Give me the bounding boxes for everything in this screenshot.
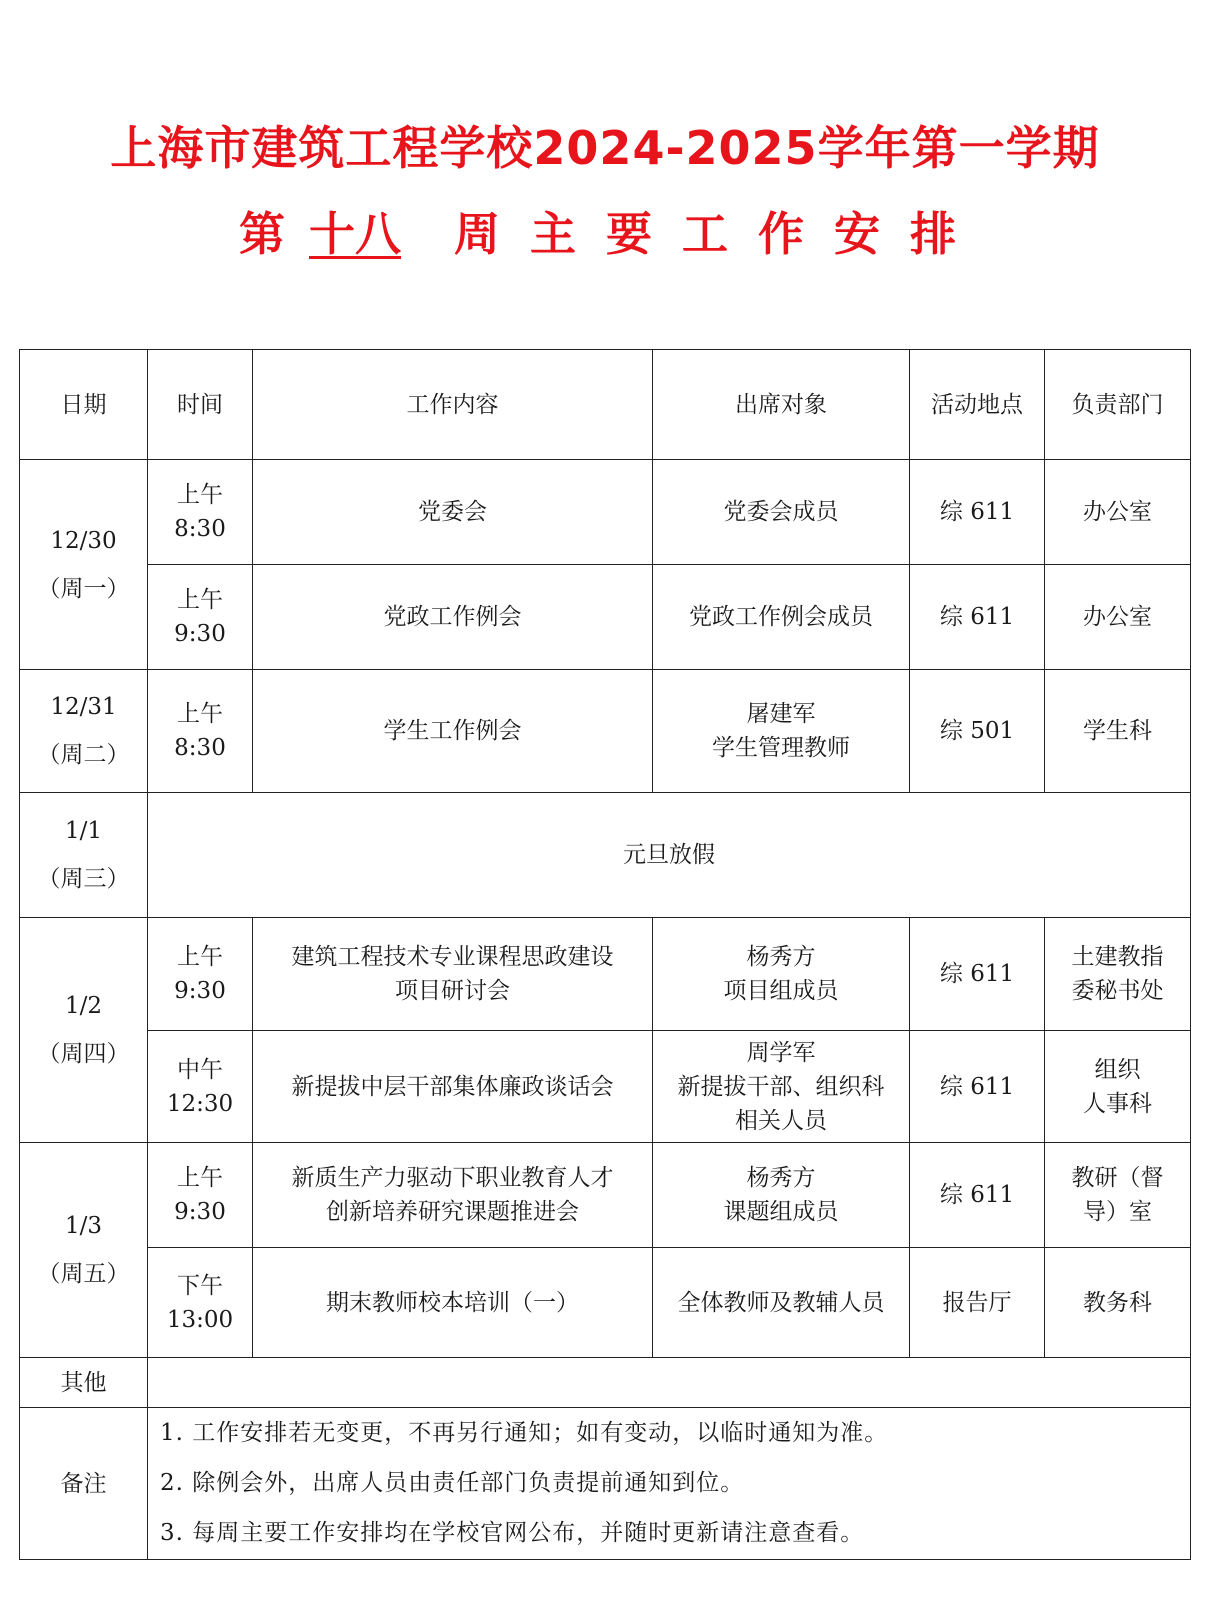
- date-cell: [20, 670, 148, 793]
- attendees-cell: [653, 1031, 910, 1143]
- weekday: （周四）: [37, 1041, 130, 1067]
- notes-row: [20, 1408, 1191, 1560]
- header-department: 负责部门: [1045, 350, 1191, 460]
- header-attendees: 出席对象: [653, 350, 910, 460]
- content-line: 新提拔中层干部集体廉政谈话会: [291, 1073, 614, 1100]
- content-line: 党委会: [418, 499, 487, 525]
- location-cell: 综 611: [910, 565, 1045, 670]
- dept-line: 导）室: [1083, 1199, 1152, 1225]
- time-value: 13:00: [166, 1306, 234, 1333]
- table-row: [20, 918, 1191, 1031]
- time-value: 9:30: [174, 1199, 226, 1225]
- weekday: （周三）: [37, 866, 130, 892]
- time-cell: [148, 1031, 253, 1143]
- attendee-line: 屠建军: [746, 701, 816, 727]
- date-cell: [20, 460, 148, 670]
- content-cell: [253, 565, 653, 670]
- content-cell: [253, 1248, 653, 1358]
- attendees-cell: [653, 670, 910, 793]
- time-period: 上午: [177, 1165, 223, 1191]
- dept-line: 组织: [1094, 1056, 1141, 1083]
- attendee-line: 党政工作例会成员: [689, 604, 873, 630]
- location-cell: 综 611: [910, 1143, 1045, 1248]
- time-value: 8:30: [174, 735, 226, 761]
- department-cell: [1045, 565, 1191, 670]
- header-content: 工作内容: [253, 350, 653, 460]
- location-cell: 综 611: [910, 918, 1045, 1031]
- time-cell: [148, 1248, 253, 1358]
- title-char: 工: [682, 207, 728, 261]
- time-cell: [148, 918, 253, 1031]
- location-cell: 综 501: [910, 670, 1045, 793]
- note-item: 1. 工作安排若无变更，不再另行通知；如有变动，以临时通知为准。: [160, 1420, 889, 1446]
- attendee-line: 周学军: [746, 1039, 816, 1066]
- attendee-line: 项目组成员: [723, 978, 839, 1004]
- title-char: 排: [910, 207, 956, 261]
- date: 1/2: [64, 993, 102, 1019]
- notes-label: 备注: [20, 1408, 148, 1560]
- time-period: 上午: [177, 587, 223, 613]
- content-cell: [253, 1143, 653, 1248]
- date: 12/31: [50, 694, 117, 720]
- time-value: 9:30: [174, 621, 226, 647]
- table-row: [20, 793, 1191, 918]
- time-cell: [148, 565, 253, 670]
- note-item: 3. 每周主要工作安排均在学校官网公布，并随时更新请注意查看。: [160, 1520, 865, 1546]
- location-cell: 综 611: [910, 460, 1045, 565]
- content-cell: [253, 670, 653, 793]
- time-period: 上午: [177, 482, 223, 508]
- content-line: 学生工作例会: [383, 718, 522, 744]
- department-cell: [1045, 460, 1191, 565]
- table-row: [20, 460, 1191, 565]
- content-line: 建筑工程技术专业课程思政建设: [291, 944, 614, 970]
- time-value: 8:30: [174, 516, 226, 542]
- department-cell: [1045, 918, 1191, 1031]
- date-cell: [20, 793, 148, 918]
- dept-line: 办公室: [1083, 604, 1152, 630]
- title-char: 安: [834, 207, 880, 261]
- department-cell: [1045, 1248, 1191, 1358]
- time-cell: [148, 670, 253, 793]
- table-row: [20, 1031, 1191, 1143]
- attendee-line: 杨秀方: [746, 944, 816, 970]
- title-char: 要: [606, 207, 652, 261]
- page-title-line-1: 上海市建筑工程学校2024-2025学年第一学期: [110, 121, 1100, 175]
- table-header-row: [20, 350, 1191, 460]
- dept-line: 教研（督: [1071, 1165, 1164, 1191]
- dept-line: 教务科: [1083, 1289, 1152, 1316]
- attendee-line: 党委会成员: [723, 499, 839, 525]
- page-title-line-2: [0, 198, 1210, 264]
- table-row: [20, 565, 1191, 670]
- date-cell: [20, 1143, 148, 1358]
- title-char: 作: [758, 207, 804, 261]
- other-label: 其他: [20, 1358, 148, 1408]
- table-row: [20, 1143, 1191, 1248]
- date: 1/3: [64, 1213, 102, 1239]
- time-period: 上午: [177, 701, 223, 727]
- content-line: 创新培养研究课题推进会: [326, 1199, 579, 1225]
- header-date: 日期: [20, 350, 148, 460]
- date: 1/1: [64, 818, 102, 844]
- attendee-line: 全体教师及教辅人员: [677, 1289, 885, 1316]
- content-cell: [253, 918, 653, 1031]
- content-line: 期末教师校本培训（一）: [326, 1289, 579, 1316]
- weekday: （周五）: [37, 1261, 130, 1287]
- time-value: 9:30: [174, 978, 226, 1004]
- dept-line: 委秘书处: [1071, 978, 1164, 1004]
- attendee-line: 新提拔干部、组织科: [677, 1073, 885, 1100]
- attendees-cell: [653, 918, 910, 1031]
- time-cell: [148, 460, 253, 565]
- holiday-cell: 元旦放假: [148, 793, 1191, 918]
- location-cell: 报告厅: [910, 1248, 1045, 1358]
- time-period: 中午: [177, 1056, 223, 1083]
- dept-line: 土建教指: [1071, 944, 1164, 970]
- attendee-line: 学生管理教师: [712, 735, 850, 761]
- weekday: （周二）: [37, 742, 130, 768]
- department-cell: [1045, 670, 1191, 793]
- attendee-line: 课题组成员: [723, 1199, 839, 1225]
- dept-line: 人事科: [1083, 1090, 1152, 1117]
- title-char: 周: [454, 207, 500, 261]
- time-period: 下午: [177, 1272, 223, 1299]
- department-cell: [1045, 1143, 1191, 1248]
- content-line: 新质生产力驱动下职业教育人才: [291, 1165, 614, 1191]
- other-row: [20, 1358, 1191, 1408]
- time-cell: [148, 1143, 253, 1248]
- title-prefix: 第: [239, 207, 285, 261]
- attendees-cell: [653, 565, 910, 670]
- department-cell: [1045, 1031, 1191, 1143]
- notes-cell: [148, 1408, 1191, 1560]
- weekday: （周一）: [37, 575, 130, 602]
- header-time: 时间: [148, 350, 253, 460]
- attendees-cell: [653, 1143, 910, 1248]
- content-cell: [253, 1031, 653, 1143]
- note-item: 2. 除例会外，出席人员由责任部门负责提前通知到位。: [160, 1470, 745, 1496]
- header-location: 活动地点: [910, 350, 1045, 460]
- time-value: 12:30: [166, 1090, 234, 1117]
- other-value: [148, 1358, 1191, 1408]
- time-period: 上午: [177, 944, 223, 970]
- table-row: [20, 1248, 1191, 1358]
- dept-line: 学生科: [1083, 718, 1152, 744]
- content-line: 党政工作例会: [383, 604, 522, 630]
- title-week-number: 十八: [309, 207, 401, 261]
- content-cell: [253, 460, 653, 565]
- attendees-cell: [653, 1248, 910, 1358]
- date: 12/30: [50, 527, 117, 554]
- date-cell: [20, 918, 148, 1143]
- content-line: 项目研讨会: [395, 978, 510, 1004]
- attendee-line: 杨秀方: [746, 1165, 816, 1191]
- table-row: [20, 670, 1191, 793]
- attendees-cell: [653, 460, 910, 565]
- weekly-schedule-table: [19, 349, 1191, 1560]
- title-char: 主: [530, 207, 576, 261]
- dept-line: 办公室: [1083, 499, 1152, 525]
- location-cell: 综 611: [910, 1031, 1045, 1143]
- attendee-line: 相关人员: [735, 1107, 827, 1134]
